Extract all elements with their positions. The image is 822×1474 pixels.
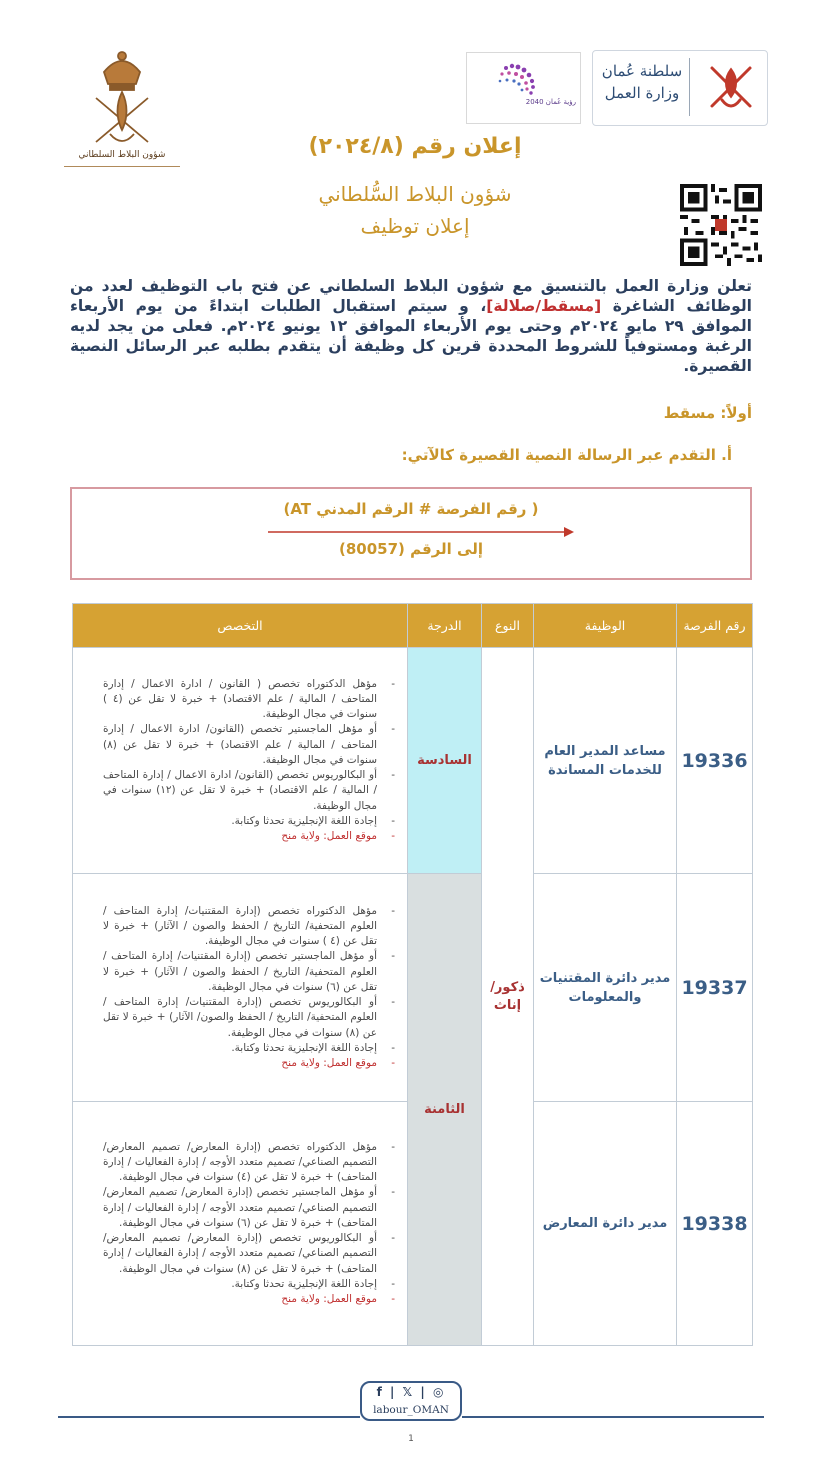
social-media-icons[interactable]: f | 𝕏 | ◎ xyxy=(376,1385,446,1399)
sms-instructions-heading: أ. التقدم عبر الرسالة النصية القصيرة كالآتي: xyxy=(401,446,732,464)
requirement-item: - أو مؤهل الماجستير تخصص (إدارة المقتنيات/ إدارة المتاحف / العلوم المتحفية/ التاريخ / الحفظ والصون / الآثار) + خبرة لا تقل عن (٦) سنوات في مجال الوظيفة. xyxy=(103,949,401,995)
job-title-cell: مدير دائرة المعارض xyxy=(534,1102,677,1346)
vision-2040-label: رؤية عُمان 2040 xyxy=(525,98,576,106)
royal-court-caption: شؤون البلاط السلطاني xyxy=(78,150,166,160)
requirement-item: - مؤهل الدكتوراه تخصص (إدارة المعارض/ تصميم المعارض/ التصميم الصناعي/ تصميم متعدد الأوجه / إدارة الفعاليات / إدارة المتاحف) + خبرة لا تقل عن (٤) سنوات في مجال الوظيفة. xyxy=(103,1140,401,1186)
requirement-item: - مؤهل الدكتوراه تخصص ( القانون / ادارة الاعمال / إدارة المتاحف / المالية / علم الاقتصاد) + خبرة لا تقل عن (٤ ) سنوات في مجال الوظيفة. xyxy=(103,677,401,723)
work-location: - موقع العمل: ولاية منح xyxy=(103,1292,401,1307)
qr-code-icon[interactable] xyxy=(680,184,762,266)
work-location: - موقع العمل: ولاية منح xyxy=(103,1056,401,1071)
table-row xyxy=(73,874,753,1102)
requirements-list xyxy=(103,1140,401,1307)
ministry-name xyxy=(598,60,686,104)
header-type: النوع xyxy=(482,604,534,648)
requirement-item: - أو مؤهل الماجستير تخصص (إدارة المعارض/ تصميم المعارض/ التصميم الصناعي/ تصميم متعدد الأوجه / إدارة الفعاليات / إدارة المتاحف) + خبرة لا تقل عن (٦) سنوات في مجال الوظيفة. xyxy=(103,1185,401,1231)
sms-number-text: إلى الرقم (80057) xyxy=(339,540,483,558)
royal-court-crest-icon xyxy=(82,42,162,152)
organization-title: شؤون البلاط السُّلطاني xyxy=(318,182,512,206)
requirements-list xyxy=(103,904,401,1071)
ministry-line-2: وزارة العمل xyxy=(604,84,680,102)
work-location: - موقع العمل: ولاية منح xyxy=(103,829,401,844)
requirement-item: - أو البكالوريوس تخصص (القانون/ ادارة الاعمال / إدارة المتاحف / المالية / علم الاقتصاد) + خبرة لا تقل عن (١٢) سنوات في مجال الوظيفة. xyxy=(103,768,401,814)
requirement-item: - إجادة اللغة الإنجليزية تحدثا وكتابة. xyxy=(103,1277,401,1292)
footer-rule-right xyxy=(462,1416,764,1418)
requirement-item: - أو البكالوريوس تخصص (إدارة المقتنيات/ إدارة المتاحف / العلوم المتحفية/ التاريخ / الحفظ والصون/ الآثار) + خبرة لا تقل عن (٨) سنوات في مجال الوظيفة. xyxy=(103,995,401,1041)
table-row xyxy=(73,648,753,874)
footer-rule-left xyxy=(58,1416,360,1418)
grade-cell: السادسة xyxy=(408,648,482,874)
section-muscat-heading: أولاً: مسقط xyxy=(663,404,752,422)
intro-paragraph xyxy=(70,276,752,376)
royal-caption-rule xyxy=(64,166,180,167)
job-title-cell: مدير دائرة المقتنيات والمعلومات xyxy=(534,874,677,1102)
job-title-cell: مساعد المدير العام للخدمات المساندة xyxy=(534,648,677,874)
intro-text-part2: ، و سيتم استقبال الطلبات ابتداءً من يوم الأربعاء الموافق ٢٩ مايو ٢٠٢٤م وحتى يوم الأربعاء الموافق ١٢ يونيو ٢٠٢٤م. فعلى من يجد لديه الرغبة ومستوفياً للشروط المحددة قرين كل وظيفة أن يتقدم بطلبه عبر الرسائل النصية القصيرة. xyxy=(70,297,752,375)
intro-locations-highlight: [مسقط/صلالة] xyxy=(486,297,602,315)
requirements-list xyxy=(103,677,401,844)
page-number: 1 xyxy=(408,1434,414,1444)
announcement-type-title: إعلان توظيف xyxy=(360,214,470,238)
header-opportunity-number: رقم الفرصة xyxy=(677,604,753,648)
logo-divider xyxy=(689,58,690,116)
header-specialization: التخصص xyxy=(73,604,408,648)
opportunity-number: 19336 xyxy=(677,648,753,874)
table-header-row xyxy=(73,604,753,648)
requirement-item: - أو مؤهل الماجستير تخصص (القانون/ ادارة الاعمال / إدارة المتاحف / المالية / علم الاقتصاد) + خبرة لا تقل عن (٨) سنوات في مجال الوظيفة. xyxy=(103,722,401,768)
specialization-cell xyxy=(73,874,408,1102)
specialization-cell xyxy=(73,1102,408,1346)
opportunity-number: 19337 xyxy=(677,874,753,1102)
jobs-table xyxy=(72,603,753,1346)
oman-khanjar-emblem-icon xyxy=(704,60,758,114)
social-handle[interactable]: labour_OMAN xyxy=(373,1404,449,1416)
requirement-item: - إجادة اللغة الإنجليزية تحدثا وكتابة. xyxy=(103,814,401,829)
announcement-number-title: إعلان رقم (٢٠٢٤/٨) xyxy=(308,134,522,159)
grade-cell: الثامنة xyxy=(408,874,482,1346)
specialization-cell xyxy=(73,648,408,874)
requirement-item: - إجادة اللغة الإنجليزية تحدثا وكتابة. xyxy=(103,1041,401,1056)
opportunity-number: 19338 xyxy=(677,1102,753,1346)
header-grade: الدرجة xyxy=(408,604,482,648)
ministry-line-1: سلطنة عُمان xyxy=(601,62,683,80)
gender-type-cell: ذكور/ إناث xyxy=(482,648,534,1346)
arrow-right-icon xyxy=(268,526,574,538)
requirement-item: - أو البكالوريوس تخصص (إدارة المعارض/ تصميم المعارض/ التصميم الصناعي/ تصميم متعدد الأوجه / إدارة الفعاليات / إدارة المتاحف) + خبرة لا تقل عن (٨) سنوات في مجال الوظيفة. xyxy=(103,1231,401,1277)
header-job: الوظيفة xyxy=(534,604,677,648)
requirement-item: - مؤهل الدكتوراه تخصص (إدارة المقتنيات/ إدارة المتاحف / العلوم المتحفية/ التاريخ / الحفظ والصون / الآثار) + خبرة لا تقل عن (٤ ) سنوات في مجال الوظيفة. xyxy=(103,904,401,950)
intro-text-part1: تعلن وزارة العمل بالتنسيق مع شؤون البلاط السلطاني عن فتح باب التوظيف لعدد من الوظائف الشاغرة xyxy=(70,277,752,315)
sms-format-text: ( رقم الفرصة # الرقم المدني AT) xyxy=(283,500,539,518)
